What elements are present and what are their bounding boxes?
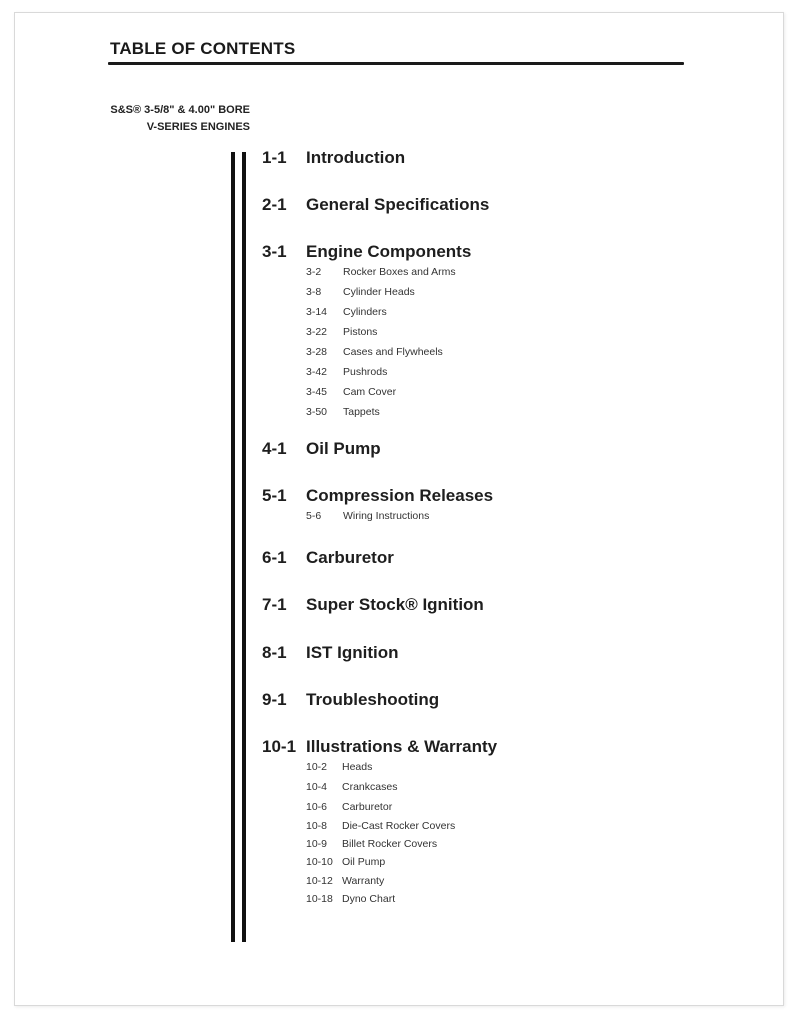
section-title: Illustrations & Warranty [306, 737, 498, 756]
toc-subsection[interactable] [306, 781, 397, 793]
subsection-title: Cylinders [343, 306, 387, 318]
subtitle-line-1: S&S® 3-5/8" & 4.00" BORE [110, 104, 250, 116]
subsection-title: Cam Cover [343, 386, 397, 398]
toc-section-compression-releases[interactable] [262, 486, 493, 506]
subsection-title: Crankcases [342, 781, 398, 793]
subsection-title: Cylinder Heads [343, 286, 415, 298]
section-number: 1-1 [262, 148, 287, 167]
subsection-number: 3-42 [306, 366, 328, 378]
section-title: Oil Pump [306, 439, 381, 458]
toc-subsection[interactable] [306, 761, 372, 773]
page-title: TABLE OF CONTENTS [110, 39, 296, 58]
section-number: 7-1 [262, 595, 287, 614]
subsection-number: 10-8 [306, 820, 328, 832]
vertical-bar-right [242, 152, 246, 942]
toc-subsection[interactable] [306, 386, 396, 398]
toc-subsection[interactable] [306, 838, 437, 850]
subsection-number: 3-8 [306, 286, 322, 298]
section-title: Compression Releases [306, 486, 494, 505]
toc-subsection[interactable] [306, 801, 392, 813]
toc-subsection[interactable] [306, 346, 443, 358]
subsection-title: Carburetor [342, 801, 393, 813]
toc-subsection[interactable] [306, 510, 429, 522]
subsection-title: Oil Pump [342, 856, 386, 868]
toc-section-super-stock-ignition[interactable] [262, 595, 484, 615]
toc-section-introduction[interactable] [262, 148, 405, 168]
section-title: Carburetor [306, 548, 394, 567]
subsection-title: Warranty [342, 875, 385, 887]
section-number: 6-1 [262, 548, 287, 567]
section-number: 9-1 [262, 690, 287, 709]
subsection-title: Pushrods [343, 366, 388, 378]
section-title: Engine Components [306, 242, 472, 261]
section-title: Troubleshooting [306, 690, 440, 709]
toc-section-carburetor[interactable] [262, 548, 394, 568]
toc-subsection[interactable] [306, 406, 380, 418]
subsection-number: 10-9 [306, 838, 328, 850]
subsection-number: 10-2 [306, 761, 328, 773]
subsection-title: Billet Rocker Covers [342, 838, 438, 850]
subsection-number: 10-10 [306, 856, 333, 868]
subsection-number: 5-6 [306, 510, 322, 522]
section-number: 3-1 [262, 242, 287, 261]
subsection-number: 10-6 [306, 801, 328, 813]
section-number: 10-1 [262, 737, 297, 756]
subsection-number: 3-28 [306, 346, 328, 358]
subsection-title: Heads [342, 761, 373, 773]
toc-subsection[interactable] [306, 266, 456, 278]
toc-section-engine-components[interactable] [262, 242, 471, 262]
subtitle-line-2: V-SERIES ENGINES [146, 121, 250, 133]
toc-subsection[interactable] [306, 286, 415, 298]
title-rule [108, 62, 684, 65]
toc-section-ist-ignition[interactable] [262, 643, 399, 663]
vertical-bar-left [231, 152, 235, 942]
subsection-number: 3-22 [306, 326, 328, 338]
toc-subsection[interactable] [306, 875, 384, 887]
toc-subsection[interactable] [306, 326, 377, 338]
subsection-title: Die-Cast Rocker Covers [342, 820, 456, 832]
section-number: 2-1 [262, 195, 287, 214]
engine-subtitle [110, 102, 250, 136]
toc-section-illustrations-warranty[interactable] [262, 737, 497, 757]
subsection-title: Tappets [343, 406, 380, 418]
subsection-title: Dyno Chart [342, 893, 396, 905]
subsection-number: 3-50 [306, 406, 328, 418]
toc-subsection[interactable] [306, 856, 385, 868]
subsection-number: 3-45 [306, 386, 328, 398]
section-number: 8-1 [262, 643, 287, 662]
subsection-number: 10-12 [306, 875, 333, 887]
subsection-title: Cases and Flywheels [343, 346, 443, 358]
toc-section-troubleshooting[interactable] [262, 690, 439, 710]
toc-subsection[interactable] [306, 306, 387, 318]
subsection-title: Pistons [343, 326, 378, 338]
section-number: 4-1 [262, 439, 287, 458]
toc-section-oil-pump[interactable] [262, 439, 381, 459]
toc-section-general-specifications[interactable] [262, 195, 489, 215]
section-title: Super Stock® Ignition [306, 595, 484, 614]
toc-subsection[interactable] [306, 893, 395, 905]
section-title: Introduction [306, 148, 406, 167]
subsection-title: Rocker Boxes and Arms [343, 266, 456, 278]
section-title: IST Ignition [306, 643, 399, 662]
subsection-number: 10-4 [306, 781, 328, 793]
section-number: 5-1 [262, 486, 287, 505]
subsection-title: Wiring Instructions [343, 510, 430, 522]
section-title: General Specifications [306, 195, 490, 214]
subsection-number: 3-14 [306, 306, 328, 318]
toc-subsection[interactable] [306, 366, 387, 378]
toc-subsection[interactable] [306, 820, 455, 832]
subsection-number: 3-2 [306, 266, 322, 278]
subsection-number: 10-18 [306, 893, 333, 905]
